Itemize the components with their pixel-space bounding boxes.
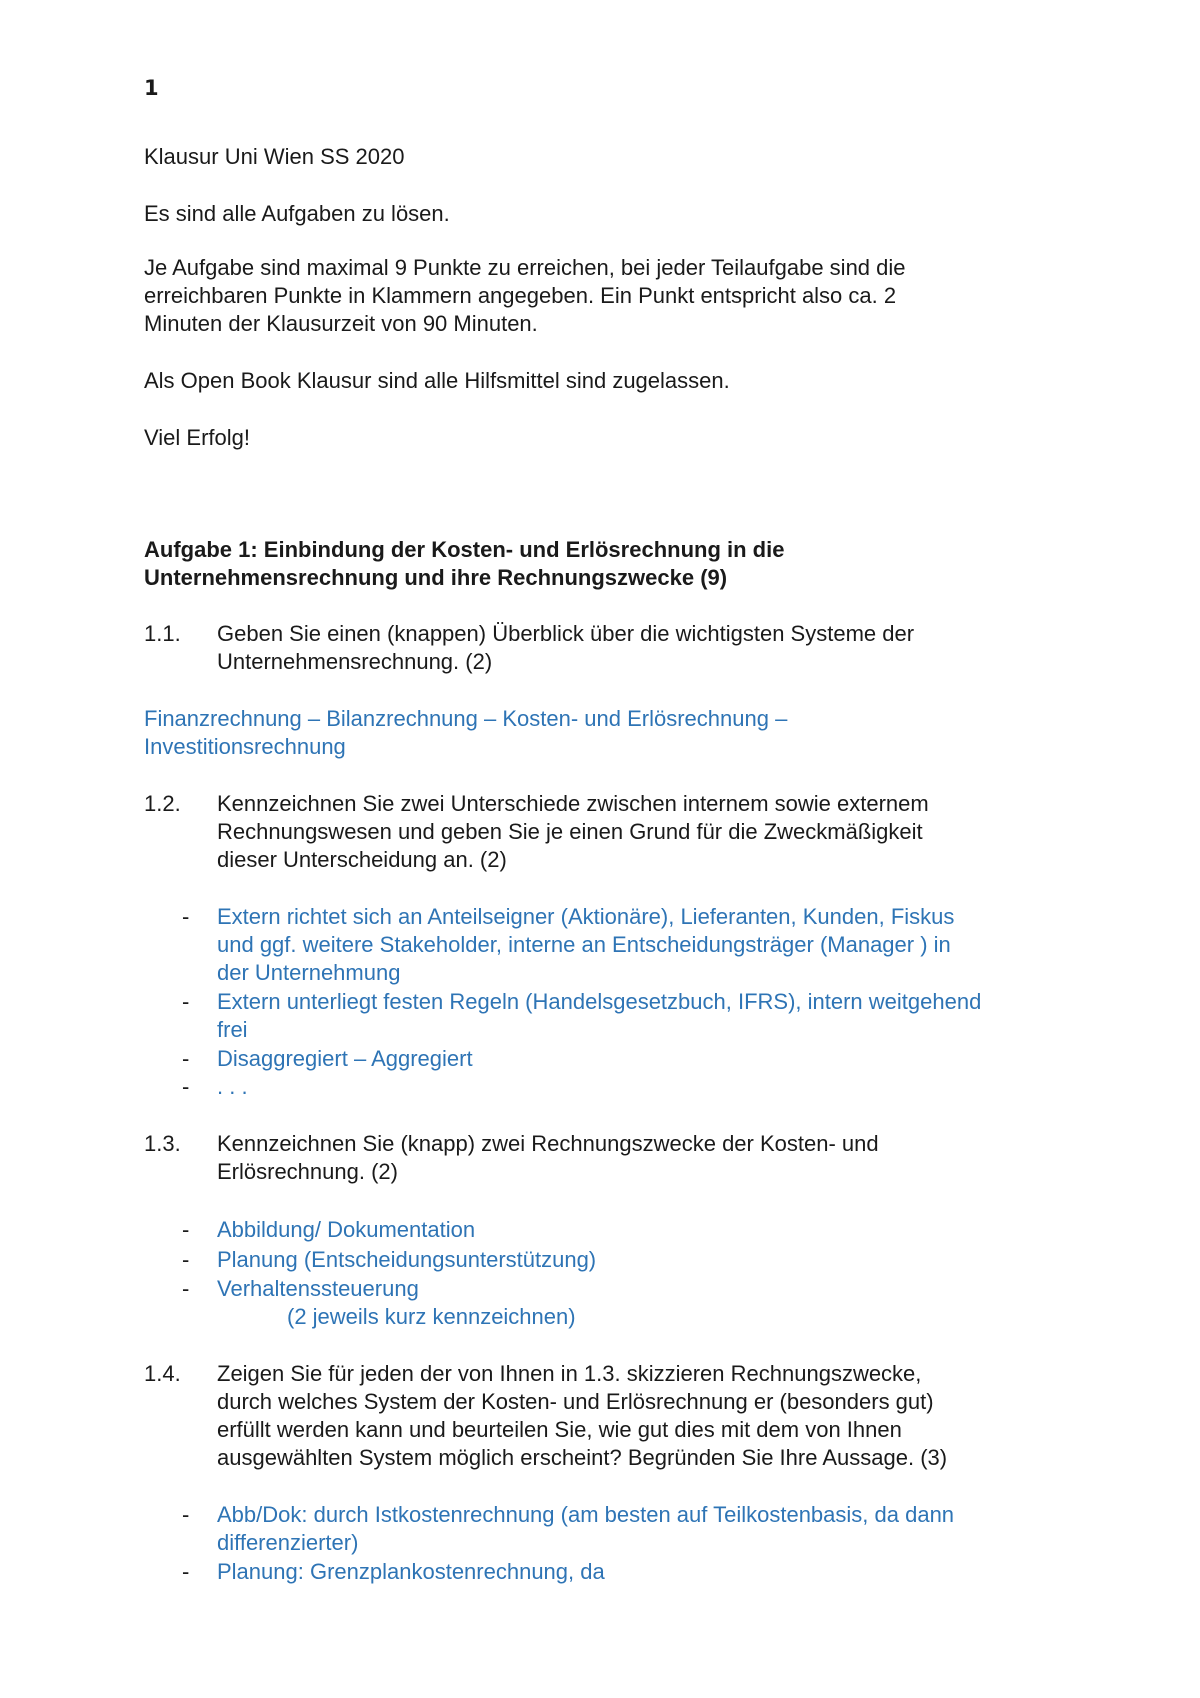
bullet-dash: - [182, 1217, 190, 1242]
good-luck-text: Viel Erfolg! [144, 425, 250, 450]
answer-1-3-bullet3: Verhaltenssteuerung [217, 1276, 419, 1301]
answer-1-2-bullet1-line2: und ggf. weitere Stakeholder, interne an Entscheidungsträger (Manager ) in [217, 932, 951, 957]
answer-1-2-bullet4: . . . [217, 1074, 248, 1099]
question-number-1-3: 1.3. [144, 1131, 181, 1156]
bullet-dash: - [182, 1502, 190, 1527]
task1-heading-line2: Unternehmensrechnung und ihre Rechnungszwecke (9) [144, 565, 728, 590]
bullet-dash: - [182, 904, 190, 929]
instruction-points-line2: erreichbaren Punkte in Klammern angegeben. Ein Punkt entspricht also ca. 2 [144, 283, 897, 308]
answer-1-4-bullet1-line1: Abb/Dok: durch Istkostenrechnung (am besten auf Teilkostenbasis, da dann [217, 1502, 955, 1527]
answer-1-2-bullet1-line1: Extern richtet sich an Anteilseigner (Aktionäre), Lieferanten, Kunden, Fiskus [217, 904, 955, 929]
question-1-3-line1: Kennzeichnen Sie (knapp) zwei Rechnungszwecke der Kosten- und [217, 1131, 879, 1156]
bullet-dash: - [182, 1074, 190, 1099]
question-1-2-line3: dieser Unterscheidung an. (2) [217, 847, 507, 872]
exam-title: Klausur Uni Wien SS 2020 [144, 144, 405, 169]
question-number-1-4: 1.4. [144, 1361, 181, 1386]
answer-1-1-line1: Finanzrechnung – Bilanzrechnung – Kosten- und Erlösrechnung – [144, 706, 788, 731]
question-1-3-line2: Erlösrechnung. (2) [217, 1159, 398, 1184]
answer-1-2-bullet2-line2: frei [217, 1017, 248, 1042]
question-1-2-line2: Rechnungswesen und geben Sie je einen Grund für die Zweckmäßigkeit [217, 819, 923, 844]
answer-1-1-line2: Investitionsrechnung [144, 734, 346, 759]
instruction-open-book: Als Open Book Klausur sind alle Hilfsmittel sind zugelassen. [144, 368, 730, 393]
answer-1-3-bullet1: Abbildung/ Dokumentation [217, 1217, 476, 1242]
task1-heading-line1: Aufgabe 1: Einbindung der Kosten- und Erlösrechnung in die [144, 537, 785, 562]
instruction-all-tasks: Es sind alle Aufgaben zu lösen. [144, 201, 450, 226]
question-1-4-line3: erfüllt werden kann und beurteilen Sie, wie gut dies mit dem von Ihnen [217, 1417, 902, 1442]
answer-1-2-bullet2-line1: Extern unterliegt festen Regeln (Handelsgesetzbuch, IFRS), intern weitgehend [217, 989, 982, 1014]
instruction-points-line3: Minuten der Klausurzeit von 90 Minuten. [144, 311, 538, 336]
question-1-1-line1: Geben Sie einen (knappen) Überblick über die wichtigsten Systeme der [217, 621, 915, 646]
question-1-4-line4: ausgewählten System möglich erscheint? Begründen Sie Ihre Aussage. (3) [217, 1445, 948, 1470]
answer-1-3-note: (2 jeweils kurz kennzeichnen) [287, 1304, 576, 1329]
bullet-dash: - [182, 989, 190, 1014]
answer-1-3-bullet2: Planung (Entscheidungsunterstützung) [217, 1247, 597, 1272]
answer-1-2-bullet3: Disaggregiert – Aggregiert [217, 1046, 473, 1071]
instruction-points-line1: Je Aufgabe sind maximal 9 Punkte zu erreichen, bei jeder Teilaufgabe sind die [144, 255, 906, 280]
question-number-1-1: 1.1. [144, 621, 181, 646]
question-1-4-line1: Zeigen Sie für jeden der von Ihnen in 1.3. skizzieren Rechnungszwecke, [217, 1361, 922, 1386]
question-1-1-line2: Unternehmensrechnung. (2) [217, 649, 493, 674]
question-1-4-line2: durch welches System der Kosten- und Erlösrechnung er (besonders gut) [217, 1389, 934, 1414]
question-number-1-2: 1.2. [144, 791, 181, 816]
answer-1-4-bullet1-line2: differenzierter) [217, 1530, 359, 1555]
bullet-dash: - [182, 1276, 190, 1301]
bullet-dash: - [182, 1247, 190, 1272]
page-number: 1 [144, 76, 159, 100]
question-1-2-line1: Kennzeichnen Sie zwei Unterschiede zwischen internem sowie externem [217, 791, 929, 816]
bullet-dash: - [182, 1046, 190, 1071]
answer-1-2-bullet1-line3: der Unternehmung [217, 960, 401, 985]
bullet-dash: - [182, 1559, 190, 1584]
answer-1-4-bullet2: Planung: Grenzplankostenrechnung, da [217, 1559, 605, 1584]
